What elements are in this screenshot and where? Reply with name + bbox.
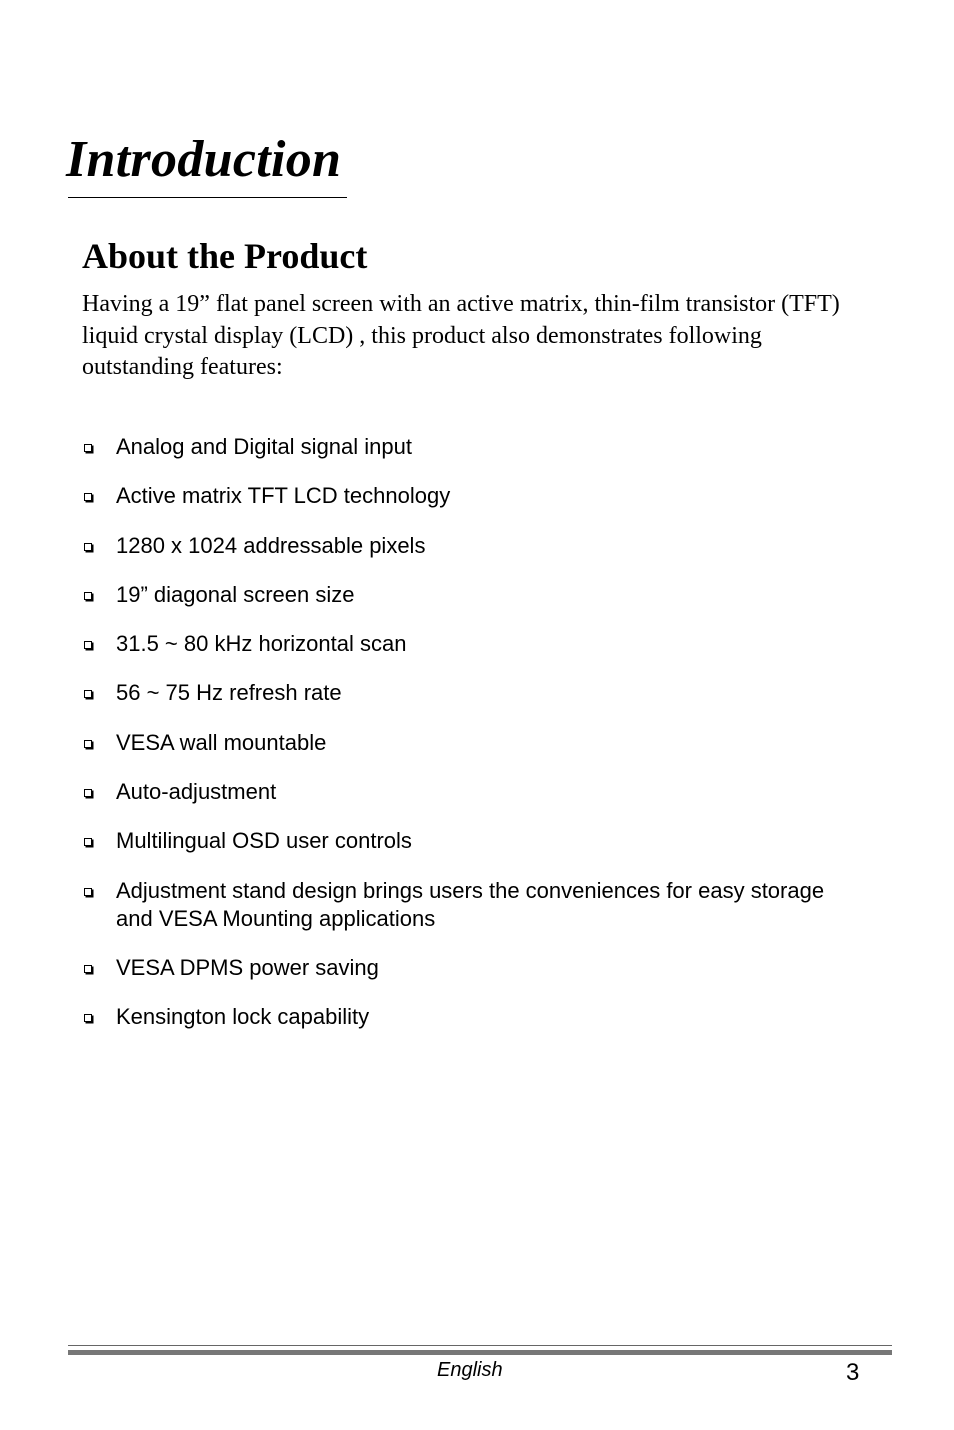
feature-text: 19” diagonal screen size bbox=[116, 581, 355, 607]
feature-item bbox=[82, 482, 842, 510]
feature-text: Multilingual OSD user controls bbox=[116, 828, 412, 854]
feature-text: 56 ~ 75 Hz refresh rate bbox=[116, 680, 342, 706]
checkbox-bullet-icon bbox=[84, 1014, 92, 1022]
intro-paragraph: Having a 19” flat panel screen with an active matrix, thin-film transistor (TFT) liquid crystal display (LCD) , this product also demonstrates following outstanding features: bbox=[82, 291, 840, 380]
title-underline bbox=[68, 197, 347, 198]
feature-text: 1280 x 1024 addressable pixels bbox=[116, 532, 426, 558]
checkbox-bullet-icon bbox=[84, 690, 92, 698]
checkbox-bullet-icon bbox=[84, 543, 92, 551]
feature-item bbox=[82, 954, 842, 982]
checkbox-bullet-icon bbox=[84, 444, 92, 452]
footer-language: English bbox=[437, 1359, 503, 1381]
footer-rule-thick bbox=[68, 1350, 892, 1355]
feature-item bbox=[82, 581, 842, 609]
checkbox-bullet-icon bbox=[84, 838, 92, 846]
feature-item bbox=[82, 679, 842, 707]
feature-item bbox=[82, 433, 842, 461]
feature-text: VESA DPMS power saving bbox=[116, 954, 379, 980]
feature-text: 31.5 ~ 80 kHz horizontal scan bbox=[116, 631, 407, 657]
feature-item bbox=[82, 1003, 842, 1031]
feature-text: Adjustment stand design brings users the conveniences for easy storage and VESA Mounting applications bbox=[116, 877, 825, 931]
checkbox-bullet-icon bbox=[84, 888, 92, 896]
page-number: 3 bbox=[846, 1359, 860, 1386]
feature-text: Kensington lock capability bbox=[116, 1004, 370, 1030]
checkbox-bullet-icon bbox=[84, 592, 92, 600]
feature-text: Active matrix TFT LCD technology bbox=[116, 483, 451, 509]
feature-text: VESA wall mountable bbox=[116, 729, 327, 755]
checkbox-bullet-icon bbox=[84, 641, 92, 649]
feature-item bbox=[82, 778, 842, 806]
checkbox-bullet-icon bbox=[84, 493, 92, 501]
checkbox-bullet-icon bbox=[84, 740, 92, 748]
feature-text: Auto-adjustment bbox=[116, 779, 277, 805]
feature-text: Analog and Digital signal input bbox=[116, 434, 412, 459]
feature-item bbox=[82, 532, 842, 560]
checkbox-bullet-icon bbox=[84, 789, 92, 797]
feature-list bbox=[82, 433, 842, 1053]
feature-item bbox=[82, 630, 842, 658]
footer-rule-thin bbox=[68, 1345, 892, 1346]
feature-item bbox=[82, 827, 842, 855]
checkbox-bullet-icon bbox=[84, 965, 92, 973]
section-heading: About the Product bbox=[82, 236, 368, 276]
feature-item bbox=[82, 877, 842, 933]
chapter-title: Introduction bbox=[66, 131, 342, 188]
feature-item bbox=[82, 729, 842, 757]
